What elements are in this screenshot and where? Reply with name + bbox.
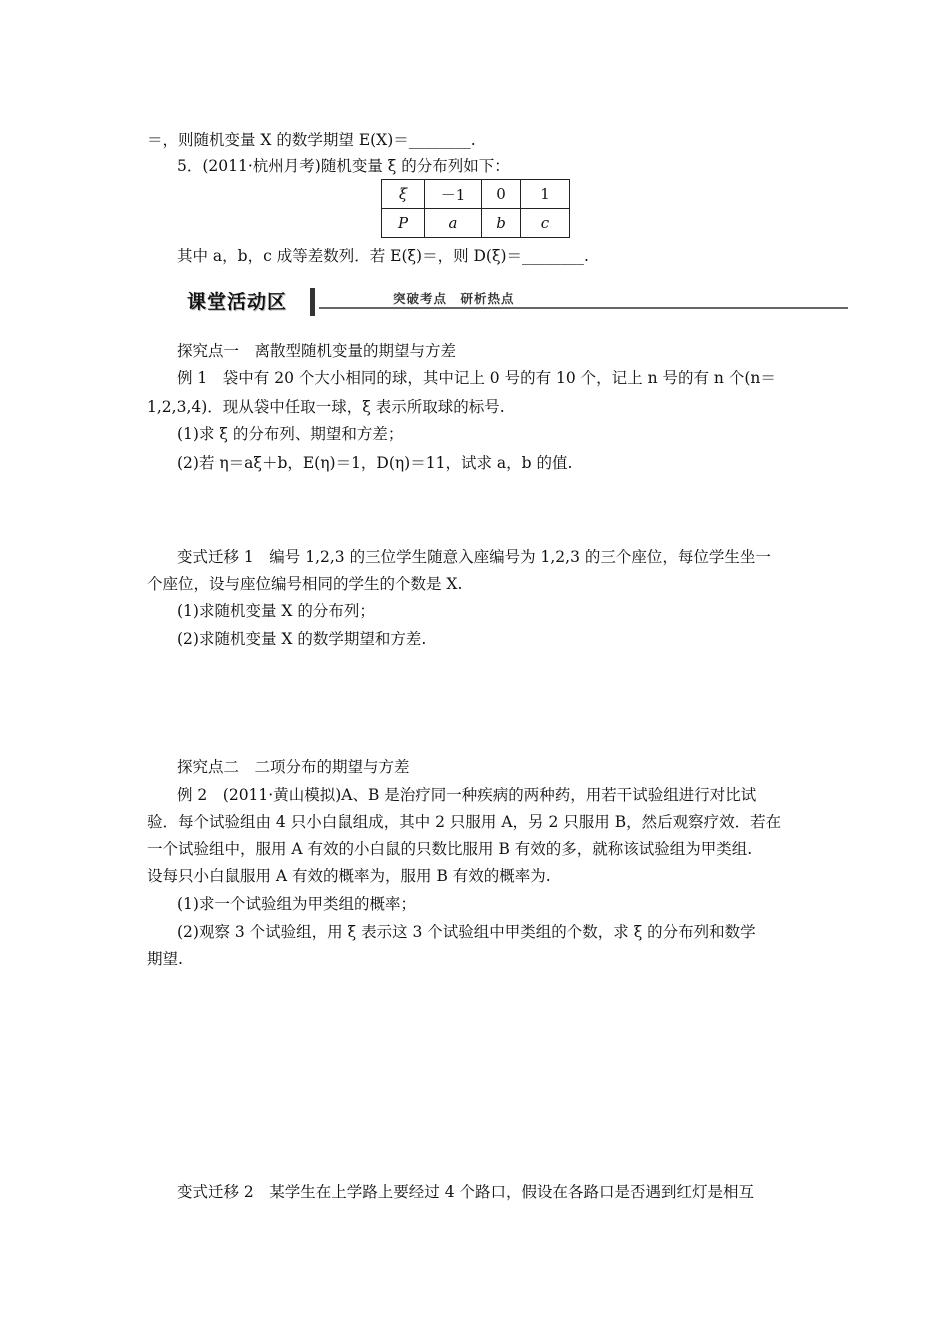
text-line: 验．每个试验组由 4 只小白鼠组成，其中 2 只服用 A，另 2 只服用 B，然后观察疗效．若在 <box>147 813 782 831</box>
table-cell: P <box>382 209 425 238</box>
table-row <box>382 180 570 209</box>
text-line: 其中 a，b，c 成等差数列．若 E(ξ)＝，则 D(ξ)＝________. <box>177 247 589 265</box>
text-line: 5．(2011·杭州月考)随机变量 ξ 的分布列如下： <box>177 157 510 175</box>
text-line: 1,2,3,4)．现从袋中任取一球，ξ 表示所取球的标号. <box>147 398 505 416</box>
text-line: 设每只小白鼠服用 A 有效的概率为，服用 B 有效的概率为. <box>147 867 551 885</box>
table-cell: 0 <box>482 180 521 209</box>
banner-rule <box>319 307 848 309</box>
text-line: (2)观察 3 个试验组，用 ξ 表示这 3 个试验组中甲类组的个数，求 ξ 的分布列和数学 <box>177 923 756 941</box>
table-cell: a <box>425 209 482 238</box>
table-cell: －1 <box>425 180 482 209</box>
table-cell: 1 <box>521 180 570 209</box>
text-line: 变式迁移 2 某学生在上学路上要经过 4 个路口，假设在各路口是否遇到红灯是相互 <box>177 1183 755 1201</box>
text-line: (2)求随机变量 X 的数学期望和方差. <box>177 630 427 648</box>
text-line: (1)求 ξ 的分布列、期望和方差； <box>177 425 404 443</box>
table-row <box>382 209 570 238</box>
table-cell: ξ <box>382 180 425 209</box>
banner-subtitle: 突破考点 研析热点 <box>393 291 515 306</box>
text-line: 期望. <box>147 950 183 968</box>
text-line: 变式迁移 1 编号 1,2,3 的三位学生随意入座编号为 1,2,3 的三个座位，每位学生坐一 <box>177 548 771 566</box>
section-heading: 探究点一 离散型随机变量的期望与方差 <box>177 342 457 360</box>
distribution-table <box>381 179 570 238</box>
text-line: 例 2 (2011·黄山模拟)A、B 是治疗同一种疾病的两种药，用若干试验组进行对比试 <box>177 786 757 804</box>
table-cell: b <box>482 209 521 238</box>
text-line: 个座位，设与座位编号相同的学生的个数是 X. <box>147 575 463 593</box>
text-line: 一个试验组中，服用 A 有效的小白鼠的只数比服用 B 有效的多，就称该试验组为甲类组. <box>147 840 753 858</box>
section-banner <box>181 288 848 316</box>
text-line: (2)若 η＝aξ＋b，E(η)＝1，D(η)＝11，试求 a，b 的值. <box>177 454 573 472</box>
table-cell: c <box>521 209 570 238</box>
section-heading: 探究点二 二项分布的期望与方差 <box>177 758 410 776</box>
text-line: (1)求一个试验组为甲类组的概率； <box>177 895 416 913</box>
text-line: (1)求随机变量 X 的分布列； <box>177 602 375 620</box>
banner-title: 课堂活动区 <box>187 291 288 313</box>
text-line: 例 1 袋中有 20 个大小相同的球，其中记上 0 号的有 10 个，记上 n 号的有 n 个(n＝ <box>177 369 776 387</box>
banner-divider <box>310 288 315 316</box>
text-line: ＝，则随机变量 X 的数学期望 E(X)＝________. <box>147 131 476 149</box>
